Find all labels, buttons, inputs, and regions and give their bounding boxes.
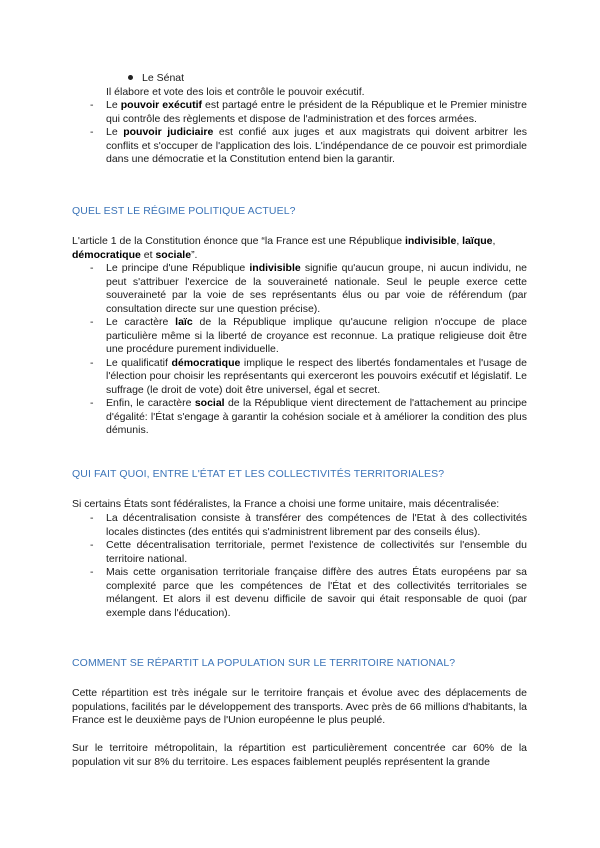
bullet-dot-icon — [128, 75, 133, 80]
regime-list — [72, 262, 527, 438]
list-item: - Enfin, le caractère social de la République vient directement de l'attachement au principe d'égalité: l'État s'engage à garantir la cohésion sociale et à améliorer la condition des plus démunis. — [72, 397, 527, 438]
collectivites-list — [72, 512, 527, 620]
list-item: - Le pouvoir exécutif est partagé entre le président de la République et le Premier ministre qui contrôle des règlements et dispose de l'administration et des forces armées. — [72, 99, 527, 126]
list-item: - Le pouvoir judiciaire est confié aux juges et aux magistrats qui doivent arbitrer les conflits et s'occuper de l'application des lois. L'indépendance de ce pouvoir est primordiale dans une démocratie et la Constitution entend bien la garantir. — [72, 126, 527, 167]
population-paragraph-1: Cette répartition est très inégale sur le territoire français et évolue avec des déplacements de populations, facilités par le développement des transports. Avec près de 66 millions d'habitants, la France est le deuxième pays de l'Union européenne le plus peuplé. — [72, 687, 527, 726]
powers-list — [72, 99, 527, 167]
section-heading-population: COMMENT SE RÉPARTIT LA POPULATION SUR LE TERRITOIRE NATIONAL? — [72, 657, 456, 669]
list-item: - Cette décentralisation territoriale, permet l'existence de collectivités sur l'ensemble du territoire national. — [72, 539, 527, 566]
section-collectivites-intro: Si certains États sont fédéralistes, la France a choisi une forme unitaire, mais décentralisée: — [72, 498, 500, 510]
list-item: - Le qualificatif démocratique implique le respect des libertés fondamentales et l'usage de l'élection pour choisir les représentants qui exerceront les pouvoirs exécutif et législatif. Le suffrage (le droit de vote) doit être universel, égal et secret. — [72, 357, 527, 398]
list-item: - Mais cette organisation territoriale française diffère des autres États européens par sa complexité parce que les compétences de l'État et des collectivités territoriales se mélangent. Et alors il est devenu difficile de savoir qui était responsable de quoi (par exemple dans l'éducation). — [72, 566, 527, 620]
section-heading-collectivites: QUI FAIT QUOI, ENTRE L'ÉTAT ET LES COLLECTIVITÉS TERRITORIALES? — [72, 468, 445, 480]
list-item: - Le principe d'une République indivisible signifie qu'aucun groupe, ni aucun individu, ne peut s'attribuer l'exercice de la souveraineté nationale. Seul le peuple exerce cette souveraineté par la voie de ses représentants élus ou par voie de référendum (par consultation directe sur une question précise). — [72, 262, 527, 316]
section-regime-intro: L'article 1 de la Constitution énonce que “la France est une République indivisible, laïque, démocratique et sociale”. — [72, 235, 496, 261]
list-item: - Le caractère laïc de la République implique qu'aucune religion n'occupe de place particulière même si la liberté de croyance est reconnue. La pratique religieuse doit être une procédure purement individuelle. — [72, 316, 527, 357]
senat-description: Il élabore et vote des lois et contrôle le pouvoir exécutif. — [106, 85, 365, 98]
section-heading-regime: QUEL EST LE RÉGIME POLITIQUE ACTUEL? — [72, 205, 296, 217]
senat-label: Le Sénat — [142, 72, 185, 84]
population-paragraph-2: Sur le territoire métropolitain, la répartition est particulièrement concentrée car 60% de la population vit sur 8% du territoire. Les espaces faiblement peuplés représentent la grande — [72, 742, 527, 768]
list-item: - La décentralisation consiste à transférer des compétences de l'Etat à des collectivités locales distinctes (des entités qui s'administrent librement par des conseils élus). — [72, 512, 527, 539]
senat-bullet-item — [72, 72, 527, 99]
